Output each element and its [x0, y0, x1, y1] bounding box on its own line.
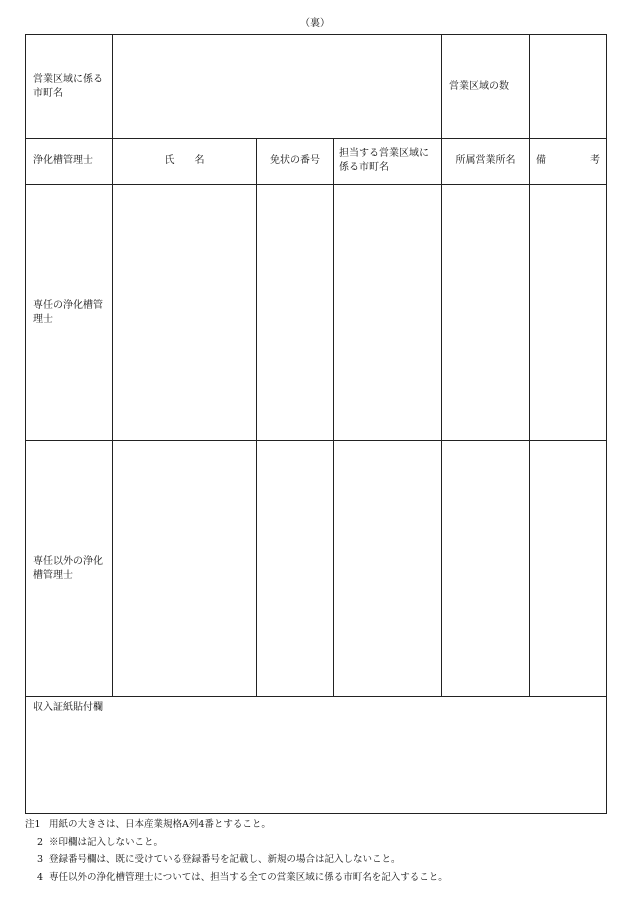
note-number: 4	[36, 871, 43, 883]
row-divider	[26, 138, 606, 139]
form-grid	[25, 34, 607, 814]
full-time-name-field[interactable]	[113, 185, 256, 440]
note-text: 用紙の大きさは、日本産業規格A列4番とすること。	[49, 819, 271, 830]
non-full-time-area-field[interactable]	[334, 441, 441, 696]
header-assigned-area: 担当する営業区域に係る市町名	[339, 148, 429, 173]
header-remarks: 備 考	[536, 155, 600, 166]
business-area-count-label: 営業区域の数	[449, 81, 509, 92]
full-time-license-field[interactable]	[257, 185, 333, 440]
page-side-label: （裏）	[300, 18, 330, 29]
stamp-area-label: 収入証紙貼付欄	[33, 702, 103, 713]
notes	[25, 816, 620, 886]
row-label-non-full-time: 専任以外の浄化槽管理士	[33, 556, 103, 581]
note-item	[25, 869, 620, 887]
header-name: 氏 名	[164, 155, 205, 166]
business-area-count-field[interactable]	[530, 35, 606, 137]
full-time-area-field[interactable]	[334, 185, 441, 440]
header-category: 浄化槽管理士	[33, 155, 93, 166]
stamp-area-field[interactable]	[26, 697, 606, 813]
note-item	[25, 834, 620, 852]
full-time-remarks-field[interactable]	[530, 185, 606, 440]
business-area-municipality-field[interactable]	[113, 35, 440, 137]
note-text: 登録番号欄は、既に受けている登録番号を記載し、新規の場合は記入しないこと。	[49, 854, 401, 865]
non-full-time-license-field[interactable]	[257, 441, 333, 696]
note-number: 注1	[25, 819, 41, 830]
note-number: 3	[36, 854, 43, 865]
note-item	[25, 816, 620, 834]
non-full-time-office-field[interactable]	[442, 441, 529, 696]
row-label-full-time: 専任の浄化槽管理士	[33, 300, 103, 325]
note-number: 2	[36, 836, 43, 848]
header-office: 所属営業所名	[455, 155, 516, 166]
header-license-number: 免状の番号	[270, 155, 320, 166]
non-full-time-name-field[interactable]	[113, 441, 256, 696]
full-time-office-field[interactable]	[442, 185, 529, 440]
note-item	[25, 851, 620, 869]
note-text: 専任以外の浄化槽管理士については、担当する全ての営業区域に係る市町名を記入すること。	[49, 871, 448, 883]
business-area-municipality-label: 営業区域に係る市町名	[33, 74, 103, 99]
non-full-time-remarks-field[interactable]	[530, 441, 606, 696]
note-text: ※印欄は記入しないこと。	[49, 836, 164, 848]
